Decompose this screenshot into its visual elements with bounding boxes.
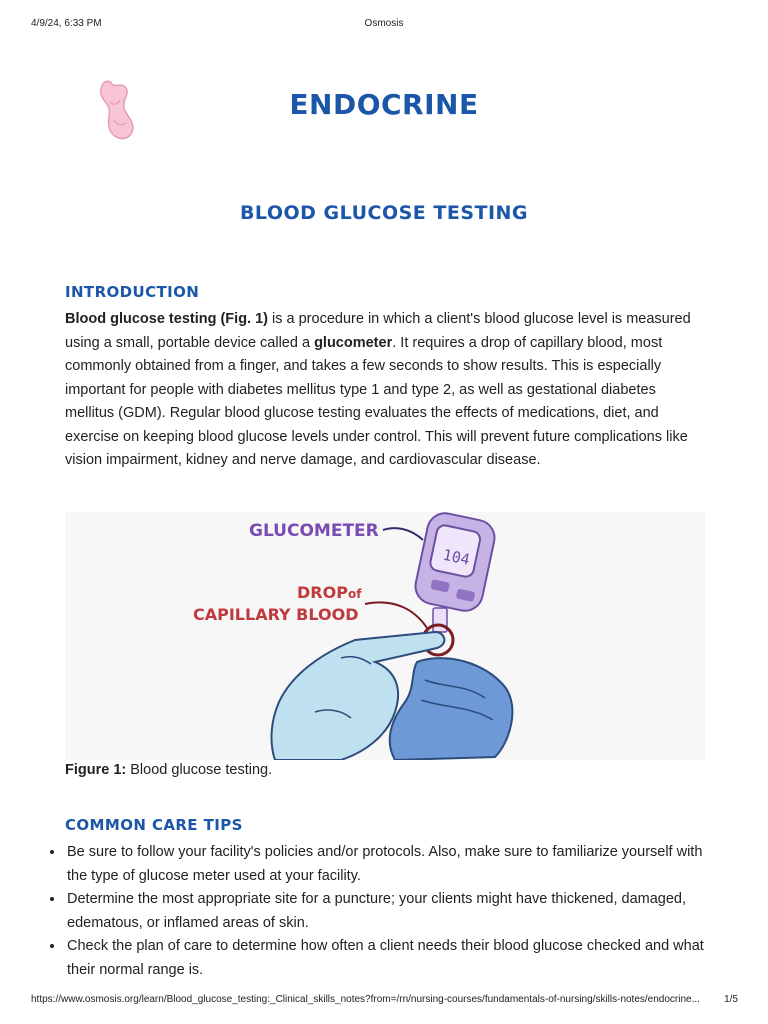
- page-subtitle: BLOOD GLUCOSE TESTING: [239, 202, 529, 224]
- glucometer-illustration: [65, 512, 705, 760]
- glucometer-label: GLUCOMETER: [249, 521, 379, 541]
- glucometer-device: [412, 512, 498, 632]
- page-number: 1/5: [724, 994, 738, 1005]
- caption-text: Blood glucose testing.: [126, 762, 273, 778]
- print-url: https://www.osmosis.org/learn/Blood_glucose_testing:_Clinical_skills_notes?from=/rn/nursing-courses/fundamentals-of-nursing/skills-notes/endocrine...: [31, 994, 700, 1005]
- drop-label-line2: CAPILLARY BLOOD: [193, 605, 359, 624]
- introduction-heading: INTRODUCTION: [65, 283, 200, 301]
- figure-glucose-testing: [65, 512, 705, 760]
- care-tips-heading: COMMON CARE TIPS: [65, 816, 243, 834]
- meter-reading: 104: [441, 545, 472, 569]
- print-datetime: 4/9/24, 6:33 PM: [31, 18, 102, 29]
- drop-label-line1: DROP: [297, 583, 348, 602]
- print-footer: [0, 994, 768, 1014]
- intro-text-1: is a procedure in which a client's blood glucose level is measured using a small, portable device called a: [65, 311, 691, 351]
- drop-label-of: of: [348, 587, 362, 601]
- list-item: • Determine the most appropriate site for a puncture; your clients might have thickened, damaged, edematous, or inflamed areas of skin.: [65, 888, 725, 935]
- patient-hand: [390, 658, 513, 760]
- introduction-paragraph: [65, 308, 705, 473]
- list-item: • Be sure to follow your facility's policies and/or protocols. Also, make sure to familiarize yourself with the type of glucose meter used at your facility.: [65, 841, 725, 888]
- intro-bold-glucometer: glucometer: [314, 334, 393, 351]
- intro-text-2: . It requires a drop of capillary blood, most commonly obtained from a finger, and takes a few seconds to show results. This is especially important for people with diabetes mellitus type 1 and type 2, as well as gestational diabetes mellitus (GDM). Regular blood glucose testing evaluates the effects of medications, diet, and exercise on keeping blood glucose levels under control. This will prevent future complications like vision impairment, kidney and nerve damage, and cardiovascular disease.: [65, 334, 688, 468]
- list-item: • Check the plan of care to determine how often a client needs their blood glucose checked and what their normal range is.: [65, 935, 725, 982]
- intro-bold-term: Blood glucose testing (Fig. 1): [65, 311, 268, 327]
- page-title: ENDOCRINE: [289, 88, 479, 121]
- care-tips-list: [46, 841, 725, 982]
- print-site-title: Osmosis: [364, 18, 404, 29]
- figure-caption: [65, 762, 272, 778]
- caption-label: Figure 1:: [65, 762, 127, 778]
- print-header: [0, 0, 768, 36]
